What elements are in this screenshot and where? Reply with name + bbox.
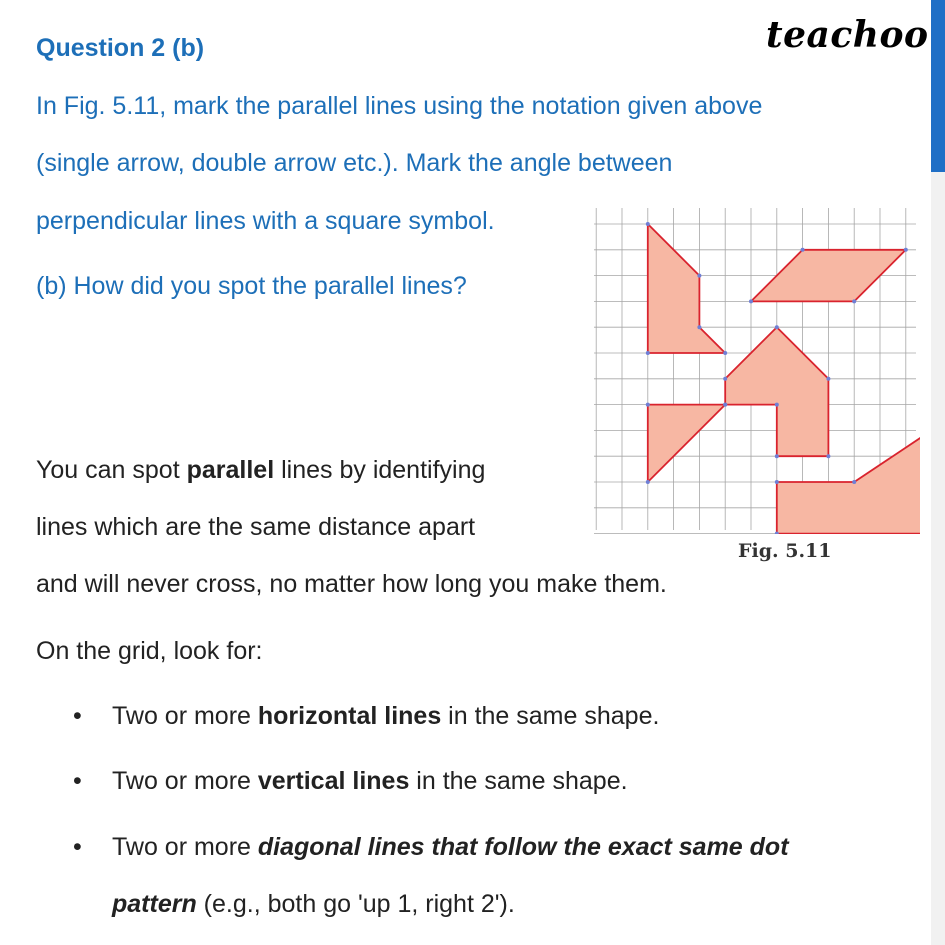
question-line-3: perpendicular lines with a square symbol. [36, 207, 495, 235]
answer-line-4: On the grid, look for: [36, 637, 263, 665]
scrollbar-thumb[interactable] [931, 0, 945, 172]
arrow-shape-middle [725, 327, 828, 456]
teachoo-logo: teachoo [766, 14, 929, 56]
figure-5-11 [594, 208, 920, 534]
question-line-1: In Fig. 5.11, mark the parallel lines using the notation given above [36, 92, 763, 120]
vertex-dot [775, 454, 779, 458]
bullet-marker-2: • [73, 767, 82, 795]
vertex-dot [775, 480, 779, 484]
bullet-1-post: in the same shape. [441, 702, 660, 730]
bullet-2-post: in the same shape. [409, 767, 628, 795]
bullet-2-pre: Two or more [112, 767, 258, 795]
answer-line-1-bold: parallel [186, 456, 275, 484]
bullet-1-pre: Two or more [112, 702, 258, 730]
question-title: Question 2 (b) [36, 34, 205, 62]
bullet-marker-1: • [73, 702, 82, 730]
figure-caption: Fig. 5.11 [738, 540, 832, 562]
vertex-dot [749, 299, 753, 303]
answer-line-1-post: lines by identifying [274, 456, 486, 484]
vertex-dot [826, 454, 830, 458]
vertex-dot [826, 377, 830, 381]
vertex-dot [904, 248, 908, 252]
bullet-item-1 [112, 702, 659, 731]
bullet-item-2 [112, 767, 628, 796]
bullet-1-bold: horizontal lines [257, 702, 442, 730]
trapezoid-left-top [648, 224, 725, 353]
vertex-dot [852, 480, 856, 484]
vertex-dot [697, 325, 701, 329]
vertex-dot [723, 377, 727, 381]
bullet-3b-post: (e.g., both go 'up 1, right 2'). [196, 890, 515, 918]
vertex-dot [852, 299, 856, 303]
bullet-3b-bold: pattern [112, 890, 197, 918]
vertex-dot [723, 351, 727, 355]
vertex-dot [723, 403, 727, 407]
bullet-item-3-continued [112, 890, 515, 919]
vertex-dot [646, 480, 650, 484]
answer-line-1 [36, 456, 485, 485]
bullet-3-pre: Two or more [112, 833, 258, 861]
vertex-dot [646, 351, 650, 355]
answer-line-3: and will never cross, no matter how long you make them. [36, 570, 667, 598]
vertex-dot [775, 325, 779, 329]
vertex-dot [775, 403, 779, 407]
question-line-2: (single arrow, double arrow etc.). Mark the angle between [36, 149, 673, 177]
question-line-4: (b) How did you spot the parallel lines? [36, 272, 467, 300]
vertex-dot [801, 248, 805, 252]
bullet-item-3 [112, 833, 789, 862]
answer-line-1-pre: You can spot [36, 456, 187, 484]
bullet-marker-3: • [73, 833, 82, 861]
vertex-dot [646, 403, 650, 407]
bullet-3-bold: diagonal lines that follow the exact same dot [257, 833, 789, 861]
vertex-dot [697, 274, 701, 278]
bullet-2-bold: vertical lines [257, 767, 410, 795]
vertex-dot [646, 222, 650, 226]
triangle-left-bottom [648, 405, 725, 482]
answer-line-2: lines which are the same distance apart [36, 513, 476, 541]
